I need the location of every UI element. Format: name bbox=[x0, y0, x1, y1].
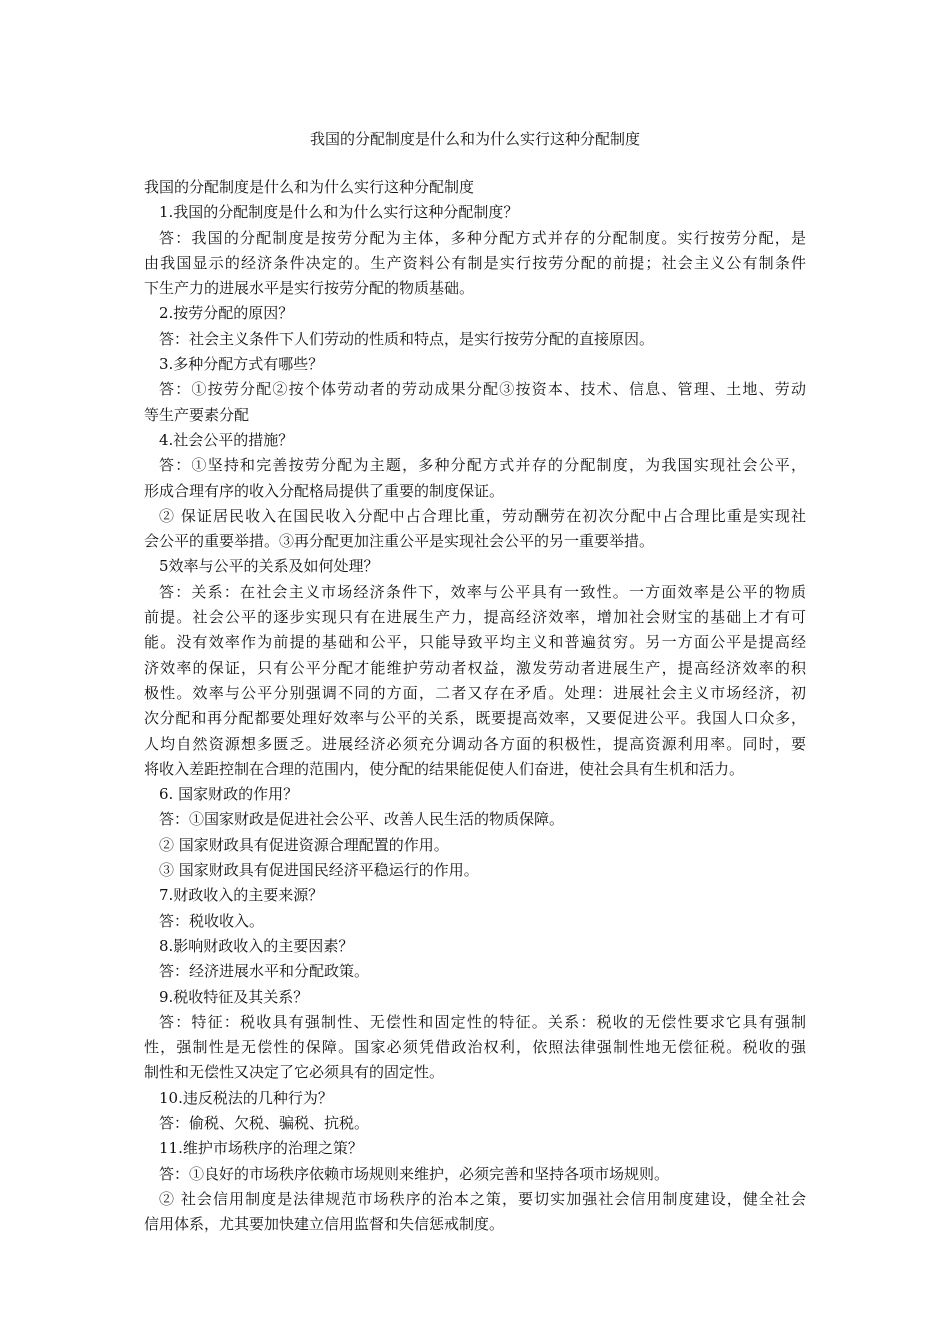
text-line: ② 社会信用制度是法律规范市场秩序的治本之策，要切实加强社会信用制度建设，健全社会 bbox=[159, 1189, 806, 1208]
text-line: 前提。社会公平的逐步实现只有在进展生产力，提高经济效率，增加社会财宝的基础上才有可 bbox=[144, 608, 806, 627]
text-line: 能。没有效率作为前提的基础和公平，只能导致平均主义和普遍贫穷。另一方面公平是提高经 bbox=[144, 633, 806, 652]
text-line: 5效率与公平的关系及如何处理？ bbox=[159, 557, 379, 576]
text-line: 4.社会公平的措施？ bbox=[159, 430, 294, 449]
text-line: 将收入差距控制在合理的范围内，使分配的结果能促使人们奋进，使社会具有生机和活力。 bbox=[144, 759, 745, 778]
page-title: 我国的分配制度是什么和为什么实行这种分配制度 bbox=[309, 130, 640, 148]
text-line: 答：偷税、欠税、骗税、抗税。 bbox=[159, 1113, 370, 1132]
text-line: 答：我国的分配制度是按劳分配为主体，多种分配方式并存的分配制度。实行按劳分配，是 bbox=[159, 228, 806, 247]
text-line: 由我国显示的经济条件决定的。生产资料公有制是实行按劳分配的前提；社会主义公有制条件 bbox=[144, 253, 806, 272]
text-line: 会公平的重要举措。③再分配更加注重公平是实现社会公平的另一重要举措。 bbox=[144, 532, 655, 551]
text-line: 制性和无偿性又决定了它必须具有的固定性。 bbox=[144, 1063, 445, 1082]
text-line: 下生产力的进展水平是实行按劳分配的物质基础。 bbox=[144, 279, 475, 298]
text-line: 信用体系，尤其要加快建立信用监督和失信惩戒制度。 bbox=[144, 1215, 505, 1234]
text-line: 极性。效率与公平分别强调不同的方面，二者又存在矛盾。处理：进展社会主义市场经济，初 bbox=[144, 683, 806, 702]
text-line: 人均自然资源想多匮乏。进展经济必须充分调动各方面的积极性，提高资源利用率。同时，要 bbox=[144, 734, 806, 753]
text-line: 2.按劳分配的原因？ bbox=[159, 304, 294, 323]
text-line: ③ 国家财政具有促进国民经济平稳运行的作用。 bbox=[159, 861, 479, 880]
text-line: 8.影响财政收入的主要因素？ bbox=[159, 936, 354, 955]
text-line: 答：税收收入。 bbox=[159, 911, 265, 930]
text-line: 济效率的保证，只有公平分配才能维护劳动者权益，激发劳动者进展生产，提高经济效率的积 bbox=[144, 658, 806, 677]
text-line: 11.维护市场秩序的治理之策？ bbox=[159, 1139, 363, 1158]
text-line: 答：特征：税收具有强制性、无偿性和固定性的特征。关系：税收的无偿性要求它具有强制 bbox=[159, 1012, 806, 1031]
text-line: 答：关系：在社会主义市场经济条件下，效率与公平具有一致性。一方面效率是公平的物质 bbox=[159, 582, 806, 601]
text-line: 3.多种分配方式有哪些？ bbox=[159, 355, 324, 374]
text-line: 10.违反税法的几种行为？ bbox=[159, 1088, 333, 1107]
text-line: 答：①良好的市场秩序依赖市场规则来维护，必须完善和坚持各项市场规则。 bbox=[159, 1164, 670, 1183]
text-line: 答：①按劳分配②按个体劳动者的劳动成果分配③按资本、技术、信息、管理、土地、劳动 bbox=[159, 380, 806, 399]
text-line: 答：①坚持和完善按劳分配为主题，多种分配方式并存的分配制度，为我国实现社会公平， bbox=[159, 456, 806, 475]
text-line: 7.财政收入的主要来源？ bbox=[159, 886, 324, 905]
text-line: 答：经济进展水平和分配政策。 bbox=[159, 962, 370, 981]
text-line: 次分配和再分配都要处理好效率与公平的关系，既要提高效率，又要促进公平。我国人口众多， bbox=[144, 709, 806, 728]
text-line: 9.税收特征及其关系？ bbox=[159, 987, 309, 1006]
text-line: 性，强制性是无偿性的保障。国家必须凭借政治权利，依照法律强制性地无偿征税。税收的强 bbox=[144, 1038, 806, 1057]
text-line: 6. 国家财政的作用？ bbox=[159, 785, 299, 804]
text-line: ② 保证居民收入在国民收入分配中占合理比重，劳动酬劳在初次分配中占合理比重是实现社 bbox=[159, 506, 806, 525]
text-line: 答：①国家财政是促进社会公平、改善人民生活的物质保障。 bbox=[159, 810, 565, 829]
text-line: 1.我国的分配制度是什么和为什么实行这种分配制度？ bbox=[159, 203, 519, 222]
document-body bbox=[144, 175, 806, 1237]
text-line: 答：社会主义条件下人们劳动的性质和特点，是实行按劳分配的直接原因。 bbox=[159, 329, 655, 348]
text-line: 形成合理有序的收入分配格局提供了重要的制度保证。 bbox=[144, 481, 505, 500]
text-line: 我国的分配制度是什么和为什么实行这种分配制度 bbox=[144, 178, 475, 196]
text-line: 等生产要素分配 bbox=[144, 405, 250, 424]
text-line: ② 国家财政具有促进资源合理配置的作用。 bbox=[159, 835, 449, 854]
